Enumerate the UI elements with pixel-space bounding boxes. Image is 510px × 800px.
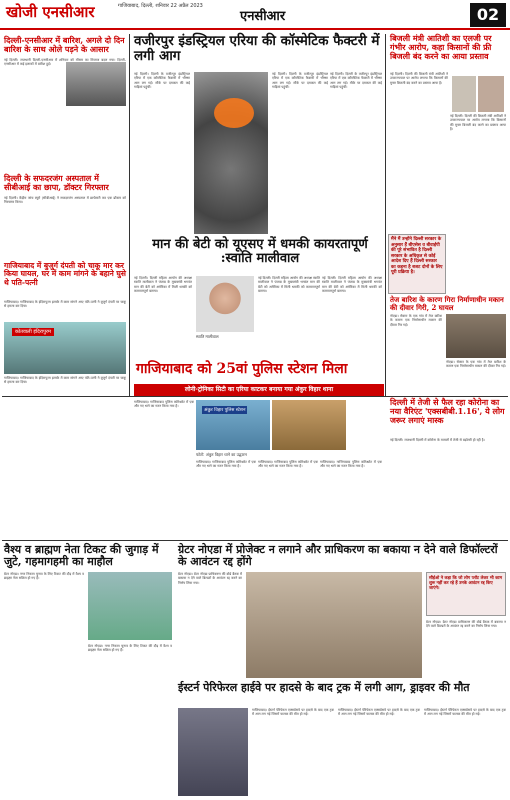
subhead-ghaziabad-police: लोनी-ट्रोनिका सिटी का एरिया काटकर बनाया गया अंकुर विहार थाना <box>134 384 384 396</box>
headline-greater-noida-ticket: वैश्य व ब्राह्मण नेता टिकट की जुगाड़ में जुटे, गहमागहमी का माहौल <box>4 543 159 569</box>
body-delhi-covid: नई दिल्ली। राजधानी दिल्ली में कोरोना के मामलों में तेजी से बढ़ोतरी हो रही है। <box>390 438 485 442</box>
headline-greater-noida-builders: ग्रेटर नोएडा में प्रोजेक्ट न लगाने और प्राधिकरण का बकाया न देने वाले डिफॉल्टरों के आवंटन रद्द होंगे <box>178 543 498 569</box>
body-building-collapse-2: नोएडा। सेक्टर के एक गांव में तेज बारिश के कारण एक निर्माणाधीन मकान की दीवार गिर गई। <box>446 360 506 369</box>
quote-box-atishi <box>388 234 446 294</box>
body-safdarjung: नई दिल्ली। केंद्रीय जांच ब्यूरो (सीबीआई) ने सफदरजंग अस्पताल में छापेमारी कर एक डॉक्टर को गिरफ्तार किया। <box>4 196 126 205</box>
headline-delhi-rain: दिल्ली-एनसीआर में बारिश, अगले दो दिन बारिश के साथ ओले पड़ने के आसार <box>4 35 125 54</box>
dateline: गाजियाबाद, दिल्ली, शनिवार 22 अप्रैल 2023 <box>118 3 203 9</box>
body-swati-3: नई दिल्ली। दिल्ली महिला आयोग की अध्यक्ष स्वाति मालीवाल ने पंजाब के मुख्यमंत्री भगवंत मान की बेटी को अमेरिका में मिली धमकी को कायरतापूर्ण बताया। <box>322 276 382 294</box>
quote-atishi: मैंने मैं उन्होंने दिल्ली सरकार के अनुसार हैं बीएसेस व बीवाईपी की पूरे संभावित है दिल्ली सरकार के अधिकृत से कोई आदेश दिए हैं दिल्ली सरकार का कहना है बजट दोनों के लिए पूरी प्रक्रिया है। <box>391 237 443 275</box>
photo-police-building <box>196 400 270 450</box>
photo-rain <box>66 62 126 106</box>
quote-builders: सीईओ ने कहा कि जो लोग प्लॉट लेकर भी काम शुरू नहीं कर रहे हैं उनके आवंटन रद्द किए जाएंगे। <box>429 575 502 591</box>
body-greater-noida-builders: ग्रेटर नोएडा। ग्रेटर नोएडा प्राधिकरण की बोर्ड बैठक में बकाया न देने वाले बिल्डरों के आवंटन रद्द करने का निर्णय लिया गया। <box>178 572 242 585</box>
photo-factory-fire <box>194 72 268 234</box>
caption-ghaziabad-police: फोटो: अंकुर विहार थाने का उद्घाटन <box>196 452 247 457</box>
photo-lg <box>452 76 476 112</box>
headline-building-collapse: तेज बारिश के कारण गिरा निर्माणाधीन मकान की दीवार गिरी, 2 घायल <box>390 295 504 312</box>
section-title: एनसीआर <box>240 9 286 24</box>
column-rule <box>129 34 130 396</box>
photo-police-station <box>4 322 126 374</box>
fire-flame-icon <box>214 98 254 128</box>
headline-ghaziabad-couple: गाजियाबाद में बुजुर्ग दंपती को चाकू मार कर किया घायल, घर में काम मांगने के बहाने घुसे थे पति-पत्नी <box>4 261 126 287</box>
column-rule <box>385 34 386 396</box>
headline-ghaziabad-police: गाजियाबाद को 25वां पुलिस स्टेशन मिला <box>136 361 348 377</box>
photo-collapse <box>446 314 506 358</box>
newspaper-brand: खोजी एनसीआर <box>6 3 95 21</box>
headline-swati-maliwal: मान की बेटी को यूएसए में धमकी कायरतापूर्ण :स्वाति मालीवाल <box>152 237 368 267</box>
body-building-collapse: नोएडा। सेक्टर के एक गांव में तेज बारिश के कारण एक निर्माणाधीन मकान की दीवार गिर गई। <box>390 314 442 327</box>
photo-city-street <box>88 572 172 640</box>
photo-atishi <box>478 76 504 112</box>
caption-swati: स्वाति मालीवाल <box>196 334 219 339</box>
photo-police-ceremony <box>272 400 346 450</box>
body-swati-2: नई दिल्ली। दिल्ली महिला आयोग की अध्यक्ष स्वाति मालीवाल ने पंजाब के मुख्यमंत्री भगवंत मान की बेटी को अमेरिका में मिली धमकी को कायरतापूर्ण बताया। <box>258 276 320 294</box>
photo-truck-fire <box>178 708 248 796</box>
headline-delhi-covid: दिल्ली में तेजी से फैल रहा कोरोना का नया वैरिएंट 'एक्सबीबी.1.16', ये लोग जरूर लगाएं मास्क <box>390 397 505 425</box>
body-atishi: नई दिल्ली। दिल्ली की बिजली मंत्री आतिशी ने उपराज्यपाल पर आरोप लगाया कि किसानों की मुफ्त बिजली बंद करने का प्रस्ताव आया है। <box>390 72 448 85</box>
body-ghaziabad-couple: गाजियाबाद। गाजियाबाद के इंदिरापुरम इलाके में काम मांगने आए पति-पत्नी ने बुजुर्ग दंपती पर चाकू से हमला कर दिया। <box>4 300 126 309</box>
body-wazirpur-fire: नई दिल्ली। दिल्ली के वजीरपुर इंडस्ट्रियल एरिया में एक कॉस्मेटिक फैक्टरी में भीषण आग लग गई। मौके पर दमकल की कई गाड़ियां पहुंचीं। <box>134 72 190 90</box>
body-wazirpur-fire-2: नई दिल्ली। दिल्ली के वजीरपुर इंडस्ट्रियल एरिया में एक कॉस्मेटिक फैक्टरी में भीषण आग लग गई। मौके पर दमकल की कई गाड़ियां पहुंचीं। <box>272 72 328 90</box>
body-wazirpur-fire-3: नई दिल्ली। दिल्ली के वजीरपुर इंडस्ट्रियल एरिया में एक कॉस्मेटिक फैक्टरी में भीषण आग लग गई। मौके पर दमकल की कई गाड़ियां पहुंचीं। <box>330 72 382 90</box>
body-eastern-peripheral-3: गाजियाबाद। ईस्टर्न पेरिफेरल एक्सप्रेसवे पर हादसे के बाद एक ट्रक में आग लग गई जिसमें चालक की मौत हो गई। <box>424 708 506 717</box>
body-greater-noida-builders-2: ग्रेटर नोएडा। ग्रेटर नोएडा प्राधिकरण की बोर्ड बैठक में बकाया न देने वाले बिल्डरों के आवंटन रद्द करने का निर्णय लिया गया। <box>426 620 506 629</box>
photo-swati <box>196 276 254 332</box>
body-ghaziabad-police-4: गाजियाबाद। गाजियाबाद पुलिस कमिश्नरेट में एक और नए थाने का गठन किया गया है। <box>320 460 382 469</box>
body-greater-noida-ticket: ग्रेटर नोएडा। नगर निकाय चुनाव के लिए टिकट की दौड़ में वैश्य व ब्राह्मण नेता सक्रिय हो गए हैं। <box>4 572 84 581</box>
photo-police-sign: अंकुर विहार पुलिस स्टेशन <box>204 408 246 413</box>
section-rule <box>2 540 508 541</box>
photo-sign: कोतवाली इंदिरापुरम <box>12 328 54 336</box>
body-greater-noida-ticket-2: ग्रेटर नोएडा। नगर निकाय चुनाव के लिए टिकट की दौड़ में वैश्य व ब्राह्मण नेता सक्रिय हो गए हैं। <box>88 644 172 653</box>
body-eastern-peripheral-2: गाजियाबाद। ईस्टर्न पेरिफेरल एक्सप्रेसवे पर हादसे के बाद एक ट्रक में आग लग गई जिसमें चालक की मौत हो गई। <box>338 708 420 717</box>
headline-wazirpur-fire: वजीरपुर इंडस्ट्रियल एरिया की कॉस्मेटिक फैक्टरी में लगी आग <box>134 33 380 64</box>
headline-safdarjung: दिल्ली के सफदरजंग अस्पताल में सीबीआई का छापा, डॉक्टर गिरफ्तार <box>4 173 109 192</box>
body-eastern-peripheral: गाजियाबाद। ईस्टर्न पेरिफेरल एक्सप्रेसवे पर हादसे के बाद एक ट्रक में आग लग गई जिसमें चालक की मौत हो गई। <box>252 708 334 717</box>
body-atishi-2: नई दिल्ली। दिल्ली की बिजली मंत्री आतिशी ने उपराज्यपाल पर आरोप लगाया कि किसानों की मुफ्त बिजली बंद करने का प्रस्ताव आया है। <box>450 114 506 132</box>
headline-eastern-peripheral: ईस्टर्न पेरिफेरल हाईवे पर हादसे के बाद ट्रक में लगी आग, ड्राइवर की मौत <box>178 681 470 694</box>
body-swati: नई दिल्ली। दिल्ली महिला आयोग की अध्यक्ष स्वाति मालीवाल ने पंजाब के मुख्यमंत्री भगवंत मान की बेटी को अमेरिका में मिली धमकी को कायरतापूर्ण बताया। <box>134 276 192 294</box>
page-number: 02 <box>470 3 506 27</box>
photo-meeting <box>246 572 422 678</box>
body-ghaziabad-police-3: गाजियाबाद। गाजियाबाद पुलिस कमिश्नरेट में एक और नए थाने का गठन किया गया है। <box>258 460 318 469</box>
body-delhi-rain: नई दिल्ली। राजधानी दिल्ली-एनसीआर में शनिवार को मौसम का मिजाज बदल गया। दिल्ली-एनसीआर में कई इलाकों में बारिश हुई। <box>4 58 126 67</box>
body-ghaziabad-couple-2: गाजियाबाद। गाजियाबाद के इंदिरापुरम इलाके में काम मांगने आए पति-पत्नी ने बुजुर्ग दंपती पर चाकू से हमला कर दिया। <box>4 376 126 385</box>
headline-atishi-power: बिजली मंत्री आतिशी का एलजी पर गंभीर आरोप, कहा किसानों की फ्री बिजली बंद करने का आया प्रस्ताव <box>390 33 492 61</box>
masthead <box>0 0 510 30</box>
body-ghaziabad-police: गाजियाबाद। गाजियाबाद पुलिस कमिश्नरेट में एक और नए थाने का गठन किया गया है। <box>134 400 194 409</box>
quote-box-builders <box>426 572 506 616</box>
body-ghaziabad-police-2: गाजियाबाद। गाजियाबाद पुलिस कमिश्नरेट में एक और नए थाने का गठन किया गया है। <box>196 460 256 469</box>
